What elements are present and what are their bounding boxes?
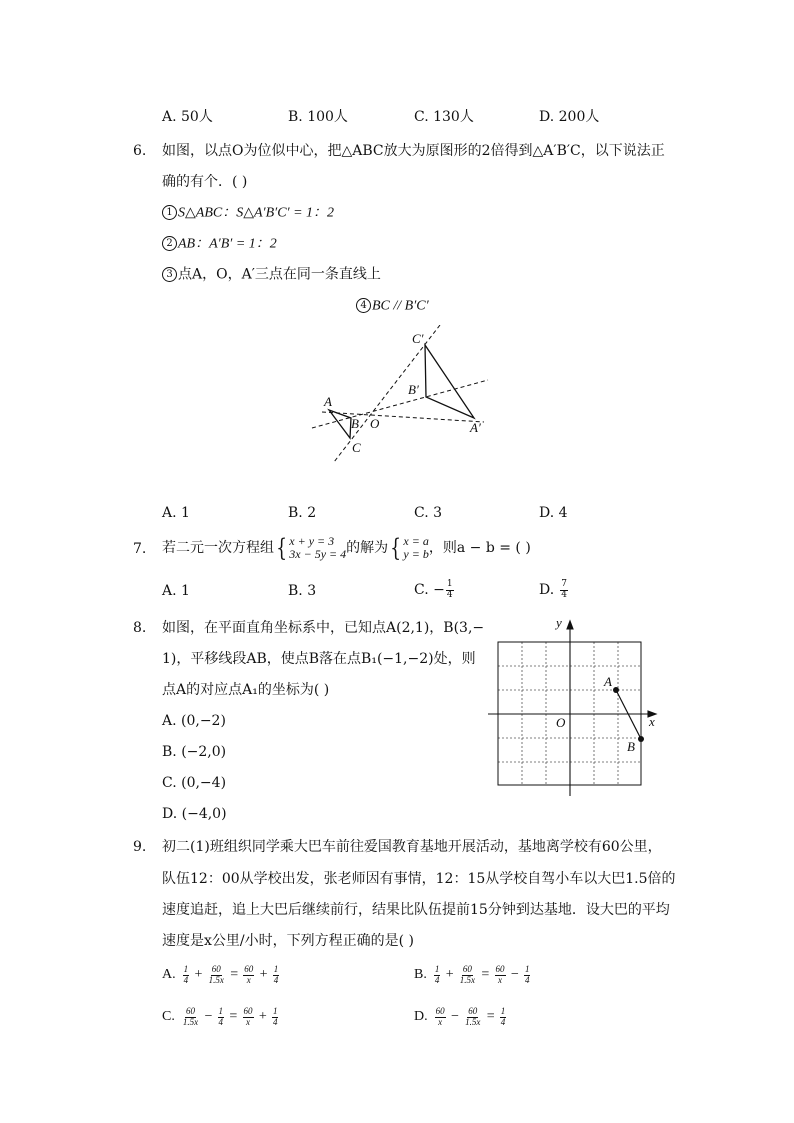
label-o: O bbox=[370, 416, 380, 431]
circled-number-3: 3 bbox=[162, 267, 177, 282]
q5-option-d[interactable]: D. 200人 bbox=[539, 109, 600, 125]
q6-number: 6. bbox=[133, 143, 147, 159]
q7-option-a[interactable]: A. 1 bbox=[162, 583, 190, 599]
label-x: x bbox=[649, 714, 655, 729]
label-y: y bbox=[556, 615, 562, 630]
q5-option-a[interactable]: A. 50人 bbox=[162, 109, 213, 125]
q9-stem-line3: 速度追赶，追上大巴后继续前行，结果比队伍提前15分钟到达基地．设大巴的平均 bbox=[162, 902, 670, 918]
q8-coordinate-grid bbox=[486, 614, 662, 798]
q9-stem-line1: 初二(1)班组织同学乘大巴车前往爱国教育基地开展活动，基地离学校有60公里， bbox=[162, 839, 662, 855]
q9-option-a[interactable]: A. $\frac{1}{4}$ + $\frac{60}{1.5x}$ = $\frac{60}{x}$ + $\frac{1}{4}$ bbox=[162, 964, 279, 985]
q8-stem-line3: 点A的对应点A₁的坐标为( ) bbox=[162, 682, 330, 698]
q5-option-b[interactable]: B. 100人 bbox=[288, 109, 348, 125]
fraction: $\frac{1}{4}$ bbox=[446, 579, 453, 600]
point-b bbox=[638, 736, 644, 742]
q6-stem-line1: 如图，以点O为位似中心，把△ABC放大为原图形的2倍得到△A′B′C，以下说法正 bbox=[162, 143, 665, 159]
q8-option-b[interactable]: B. (−2,0) bbox=[162, 744, 227, 760]
q8-option-a[interactable]: A. (0,−2) bbox=[162, 713, 226, 729]
q7-option-b[interactable]: B. 3 bbox=[288, 583, 317, 599]
q6-stem-line2: 确的有个．( ) bbox=[162, 174, 248, 190]
label-b: B bbox=[627, 739, 635, 754]
triangle-a2b2c2 bbox=[425, 345, 474, 418]
q7-option-c[interactable]: C. − $\frac{1}{4}$ bbox=[414, 579, 453, 600]
q8-option-c[interactable]: C. (0,−4) bbox=[162, 775, 227, 791]
label-a-prime: A′ bbox=[470, 420, 481, 435]
q7-stem: 若二元一次方程组 { x + y = 3 3x − 5y = 4 的解为 { x = a y = b ，则a − b = ( ) bbox=[162, 533, 531, 562]
point-a bbox=[613, 687, 619, 693]
label-a: A bbox=[324, 394, 332, 409]
dashed-line-c bbox=[334, 325, 440, 462]
label-o: O bbox=[556, 715, 566, 730]
q6-option-d[interactable]: D. 4 bbox=[539, 505, 568, 521]
label-b: B bbox=[351, 416, 359, 431]
circled-number-4: 4 bbox=[356, 298, 371, 313]
q8-stem-line2: 1)，平移线段AB，使点B落在点B₁(−1,−2)处，则 bbox=[162, 651, 476, 667]
q9-number: 9. bbox=[133, 839, 147, 855]
brace-left: { bbox=[390, 534, 402, 562]
q7-number: 7. bbox=[133, 541, 147, 557]
q6-option-a[interactable]: A. 1 bbox=[162, 505, 190, 521]
circled-number-2: 2 bbox=[162, 236, 177, 251]
q6-statement-4: 4 BC // B′C′ bbox=[356, 298, 429, 314]
label-c: C bbox=[352, 440, 361, 455]
triangle-abc bbox=[329, 410, 351, 438]
q6-similarity-figure bbox=[300, 325, 500, 470]
y-axis-arrow-icon bbox=[567, 621, 573, 629]
q7-equation-system: x + y = 3 3x − 5y = 4 bbox=[289, 533, 347, 561]
dashed-line-a bbox=[322, 412, 484, 422]
q6-statement-3: 3 点A，O，A′三点在同一条直线上 bbox=[162, 267, 381, 282]
q8-option-d[interactable]: D. (−4,0) bbox=[162, 806, 227, 822]
q6-statement-2: 2 AB：A′B′ = 1：2 bbox=[162, 236, 277, 252]
q7-option-d[interactable]: D. $\frac{7}{4}$ bbox=[539, 579, 567, 600]
dashed-line-b bbox=[312, 380, 488, 428]
q9-stem-line4: 速度是x公里/小时，下列方程正确的是( ) bbox=[162, 933, 414, 949]
label-c-prime: C′ bbox=[412, 331, 424, 346]
q9-option-d[interactable]: D. $\frac{60}{x}$ − $\frac{60}{1.5x}$ = $\frac{1}{4}$ bbox=[414, 1006, 506, 1027]
q8-number: 8. bbox=[133, 620, 147, 636]
q6-option-b[interactable]: B. 2 bbox=[288, 505, 317, 521]
fraction: $\frac{7}{4}$ bbox=[561, 579, 567, 600]
q9-option-b[interactable]: B. $\frac{1}{4}$ + $\frac{60}{1.5x}$ = $\frac{60}{x}$ − $\frac{1}{4}$ bbox=[414, 964, 530, 985]
circled-number-1: 1 bbox=[162, 205, 177, 220]
brace-left: { bbox=[276, 534, 287, 562]
q6-option-c[interactable]: C. 3 bbox=[414, 505, 443, 521]
q5-option-c[interactable]: C. 130人 bbox=[414, 109, 474, 125]
q8-stem-line1: 如图，在平面直角坐标系中，已知点A(2,1)，B(3,− bbox=[162, 620, 485, 636]
q9-option-c[interactable]: C. $\frac{60}{1.5x}$ − $\frac{1}{4}$ = $\frac{60}{x}$ + $\frac{1}{4}$ bbox=[162, 1006, 278, 1027]
q6-statement-1: 1 S△ABC：S△A′B′C′ = 1：2 bbox=[162, 205, 334, 221]
q9-stem-line2: 队伍12：00从学校出发，张老师因有事情，12：15从学校自驾小车以大巴1.5倍的 bbox=[162, 871, 676, 887]
label-a: A bbox=[604, 674, 612, 689]
label-b-prime: B′ bbox=[408, 382, 419, 397]
q7-solution-system: x = a y = b bbox=[403, 533, 429, 561]
